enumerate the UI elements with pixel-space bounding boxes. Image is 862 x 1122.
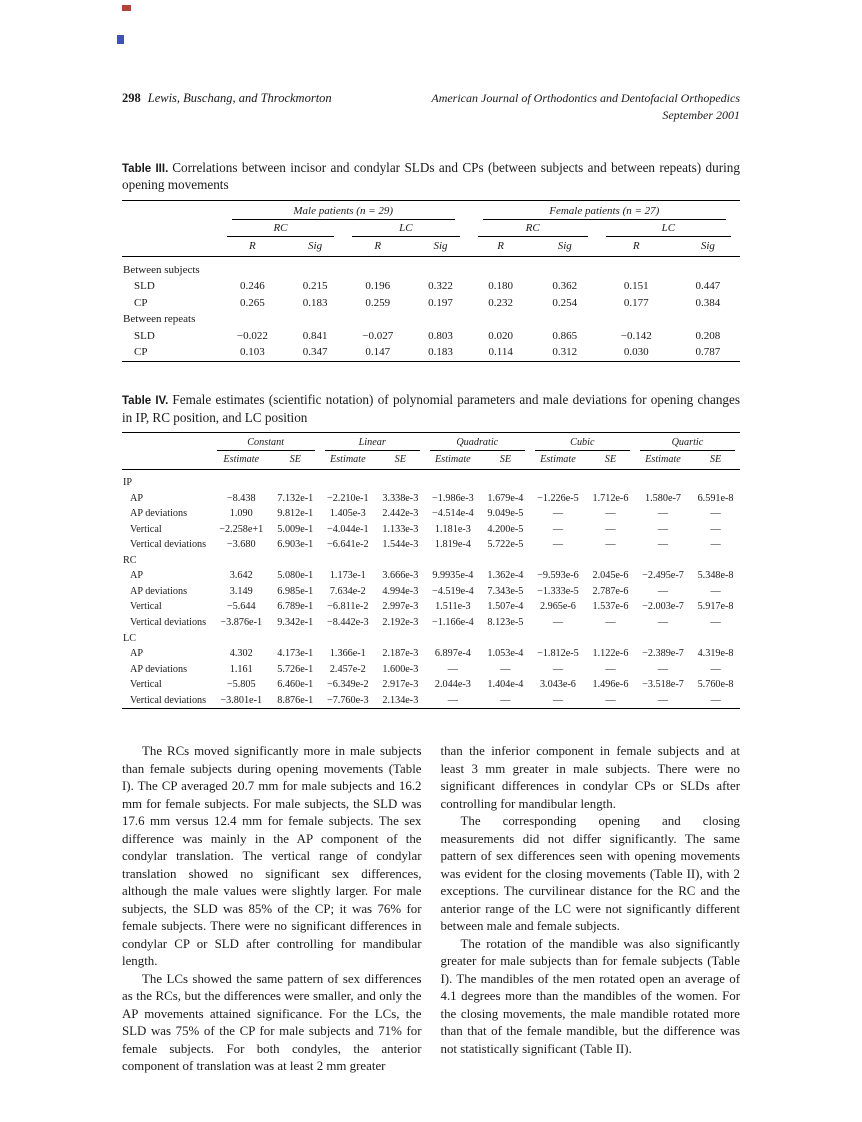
right-column [441,743,741,1076]
column-header: Female patients (n = 27) [469,200,740,220]
value-cell: 5.760e-8 [697,679,734,691]
column-header: Estimate [530,451,586,470]
value-cell: −0.027 [362,329,394,342]
value-cell: −6.349e-2 [326,679,369,691]
value-cell: 0.208 [695,329,721,342]
paragraph: The LCs showed the same pattern of sex differences as the RCs, but the differences were smaller, and only the AP movements attained significance. For the LCs, the SLD was 75% of the CP for male subjects and 71% for female subjects. For both condyles, the anterior component of translation was at least 2 mm greater [122,971,422,1074]
column-header: Linear [320,433,425,452]
value-cell: 5.722e-5 [487,539,524,551]
value-cell: 0.183 [302,296,328,309]
value-cell: −8.438 [226,492,256,504]
value-cell: 6.591e-8 [697,492,734,504]
value-cell: — [657,539,669,551]
value-cell: — [552,523,564,535]
column-header: R [218,237,287,257]
table-row [122,568,740,584]
column-header: Quartic [635,433,740,452]
value-cell: −3.518e-7 [642,679,684,691]
scan-artifact-red [122,5,131,11]
value-cell: 5.917e-8 [697,601,734,613]
column-header: LC [343,220,468,237]
value-cell: — [657,585,669,597]
running-head-right [431,90,740,124]
column-header: Sig [533,237,597,257]
column-header: Constant [212,433,320,452]
value-cell: 0.384 [695,296,721,309]
running-head [122,90,740,124]
value-cell: 1.496e-6 [592,679,629,691]
row-label: CP [134,296,148,309]
value-cell: 1.580e-7 [645,492,681,504]
value-cell: 0.151 [623,280,649,293]
value-cell: 3.338e-3 [382,492,419,504]
value-cell: 1.544e-3 [382,539,419,551]
value-cell: 2.192e-3 [382,616,419,628]
value-cell: 1.712e-6 [592,492,629,504]
value-cell: — [605,616,616,628]
section-label: LC [123,632,137,644]
table-row [122,522,740,538]
value-cell: −1.166e-4 [432,616,474,628]
value-cell: — [605,523,616,535]
value-cell: −1.986e-3 [432,492,474,504]
value-cell: −6.811e-2 [327,601,369,613]
value-cell: −6.641e-2 [326,539,369,551]
value-cell: 0.183 [428,346,453,359]
value-cell: 2.457e-2 [329,663,366,675]
column-header: SE [691,451,740,470]
table-row [122,295,740,312]
row-label: AP [130,492,144,504]
value-cell: −1.812e-5 [537,648,579,660]
column-header: R [597,237,676,257]
value-cell: 9.9935e-4 [432,570,474,582]
value-cell: 2.787e-6 [592,585,629,597]
value-cell: 7.132e-1 [277,492,314,504]
value-cell: 2.997e-3 [382,601,419,613]
table3-label: Table III. [122,162,169,175]
value-cell: 2.917e-3 [382,679,419,691]
table4-table [122,432,740,709]
journal-name: American Journal of Orthodontics and Dentofacial Orthopedics [431,91,740,105]
value-cell: −5.805 [226,679,256,691]
value-cell: 1.133e-3 [382,523,419,535]
table-row [122,344,740,361]
value-cell: −9.593e-6 [537,570,579,582]
value-cell: 1.090 [229,508,253,520]
value-cell: 4.200e-5 [487,523,524,535]
value-cell: 0.180 [488,280,514,293]
value-cell: — [657,523,669,535]
table-row [122,646,740,662]
value-cell: 6.460e-1 [277,679,314,691]
column-header: Estimate [320,451,376,470]
value-cell: — [447,663,458,675]
value-cell: — [552,616,564,628]
value-cell: 1.161 [229,663,253,675]
value-cell: 0.312 [552,346,578,359]
value-cell: 0.147 [365,346,391,359]
value-cell: 1.507e-4 [487,601,524,613]
paragraph: The rotation of the mandible was also significantly greater for male subjects than for female subjects (Table I). The mandibles of the men rotated open an average of 4.1 degrees more than the mandibles of the women. For the closing movements, the male mandible rotated more than that of the female mandible, but the difference was not statistically significant (Table II). [440,936,740,1056]
column-header: Male patients (n = 29) [218,200,469,220]
value-cell: 0.215 [302,280,328,293]
left-column [122,743,422,1076]
table3-table [122,200,740,362]
value-cell: 0.865 [552,329,578,342]
value-cell: −5.644 [226,601,256,613]
value-cell: — [552,508,564,520]
paragraph: The corresponding opening and closing measurements did not differ significantly. The same pattern of sex differences seen with opening movements was evident for the closing movements (Table II), with 2 exceptions. The curvilinear distance for the RC and the anterior range of the LC were not significantly different between male and female subjects. [440,814,740,934]
value-cell: — [552,694,564,706]
row-label: Vertical [130,679,162,691]
value-cell: 9.812e-1 [277,508,314,520]
value-cell: −0.142 [620,329,652,342]
value-cell: 2.045e-6 [592,570,629,582]
row-label: Vertical deviations [130,539,207,551]
value-cell: −3.680 [226,539,256,551]
value-cell: — [657,616,669,628]
column-header: R [469,237,533,257]
value-cell: — [710,508,721,520]
value-cell: 0.177 [623,296,649,309]
value-cell: 0.246 [240,280,265,293]
value-cell: 1.404e-4 [487,679,524,691]
value-cell: −4.519e-4 [432,585,474,597]
value-cell: 0.322 [428,280,453,293]
table-row [122,599,740,615]
value-cell: — [710,585,721,597]
value-cell: 6.789e-1 [277,601,314,613]
value-cell: — [657,694,669,706]
table4-caption-text: Female estimates (scientific notation) of polynomial parameters and male deviations for opening changes in IP, RC position, and LC position [122,392,740,425]
value-cell: 0.232 [488,296,514,309]
value-cell: 2.187e-3 [382,648,419,660]
value-cell: 4.173e-1 [277,648,314,660]
value-cell: 2.044e-3 [434,679,471,691]
page-number: 298 [122,91,141,105]
value-cell: — [657,508,669,520]
value-cell: 1.405e-3 [329,508,366,520]
value-cell: 5.080e-1 [277,570,314,582]
value-cell: 9.049e-5 [487,508,524,520]
table-row [122,537,740,553]
value-cell: 0.196 [365,280,391,293]
value-cell: 1.181e-3 [434,523,471,535]
value-cell: 4.994e-3 [382,585,419,597]
stub-header [122,200,218,220]
value-cell: 1.053e-4 [487,648,524,660]
value-cell: 0.787 [695,346,721,359]
column-header: SE [271,451,320,470]
value-cell: 0.803 [428,329,453,342]
value-cell: 2.965e-6 [539,601,576,613]
value-cell: 8.123e-5 [487,616,524,628]
table4-label: Table IV. [122,395,169,408]
table4-container [122,432,740,709]
paragraph: The RCs moved significantly more in male subjects than female subjects during opening movements (Table I). The CP averaged 20.7 mm for male subjects and 16.2 mm for female subjects. For male subjects, the SLD was 17.6 mm versus 12.4 mm for female subjects. The sex difference was mainly in the AP component of the condylar translation. The vertical range of condylar translation showed no significant sex differences, although the male values were slightly larger. For male subjects, the SLD was 85% of the CP; it was 76% for female subjects. There were no significant differences in condylar CP or SLD after controlling for mandibular length. [122,744,422,969]
section-row [122,256,740,278]
article-body [122,743,740,1076]
row-label: SLD [134,280,155,293]
row-label: CP [134,346,148,359]
column-header: Sig [287,237,343,257]
section-label: Between subjects [123,263,200,276]
value-cell: −2.495e-7 [642,570,684,582]
value-cell: 0.197 [428,296,453,309]
column-header: SE [481,451,530,470]
table-row [122,328,740,345]
column-header: SE [586,451,635,470]
column-header: Cubic [530,433,635,452]
value-cell: 0.265 [240,296,265,309]
value-cell: −4.514e-4 [432,508,474,520]
section-row [122,470,740,491]
value-cell: 0.447 [695,280,721,293]
value-cell: −2.003e-7 [642,601,684,613]
value-cell: — [500,694,511,706]
value-cell: −2.389e-7 [642,648,684,660]
section-row [122,553,740,569]
value-cell: 1.537e-6 [592,601,629,613]
value-cell: 2.134e-3 [382,694,419,706]
column-header: R [343,237,412,257]
value-cell: 8.876e-1 [277,694,314,706]
value-cell: — [605,508,616,520]
stub-header [122,237,218,257]
value-cell: 1.600e-3 [382,663,419,675]
table4-caption [122,392,740,426]
table-row [122,693,740,709]
value-cell: 6.897e-4 [434,648,471,660]
value-cell: 0.362 [552,280,578,293]
column-header: SE [376,451,425,470]
value-cell: 1.173e-1 [329,570,366,582]
value-cell: −7.760e-3 [326,694,369,706]
column-header: Estimate [212,451,271,470]
row-label: Vertical deviations [130,694,207,706]
value-cell: — [500,663,511,675]
value-cell: 5.009e-1 [277,523,314,535]
value-cell: 0.030 [623,346,649,359]
scan-artifact-blue [117,35,124,44]
running-head-left [122,90,332,106]
section-label: Between repeats [123,313,196,326]
value-cell: — [710,523,721,535]
section-label: IP [123,477,133,489]
value-cell: 0.841 [302,329,328,342]
column-header: RC [218,220,343,237]
value-cell: 4.302 [229,648,253,660]
value-cell: 3.666e-3 [382,570,419,582]
stub-header [122,220,218,237]
row-label: SLD [134,329,155,342]
value-cell: — [710,616,721,628]
value-cell: 3.149 [229,585,253,597]
value-cell: 4.319e-8 [697,648,734,660]
row-label: AP deviations [130,508,188,520]
table-row [122,662,740,678]
table-row [122,615,740,631]
table-row [122,584,740,600]
row-label: Vertical [130,523,162,535]
value-cell: 5.726e-1 [277,663,314,675]
table-row [122,506,740,522]
value-cell: 0.114 [488,346,513,359]
value-cell: — [710,539,721,551]
section-row [122,631,740,647]
issue-date: September 2001 [662,107,740,122]
value-cell: −3.876e-1 [220,616,263,628]
section-label: RC [123,554,137,566]
column-header: Quadratic [425,433,530,452]
table3-caption-text: Correlations between incisor and condylar SLDs and CPs (between subjects and between repeats) during opening movements [122,159,740,193]
table-row [122,278,740,295]
table-row [122,677,740,693]
value-cell: — [552,663,564,675]
value-cell: 1.122e-6 [592,648,629,660]
column-header: Estimate [425,451,481,470]
row-label: AP deviations [130,663,188,675]
value-cell: — [605,539,616,551]
value-cell: 0.103 [240,346,265,359]
value-cell: 3.642 [229,570,253,582]
value-cell: 0.020 [488,329,514,342]
column-header: Sig [412,237,468,257]
value-cell: 1.819e-4 [434,539,471,551]
column-header: LC [597,220,740,237]
value-cell: 6.985e-1 [277,585,314,597]
value-cell: — [710,694,721,706]
row-label: Vertical deviations [130,616,207,628]
stub-header [122,451,212,470]
value-cell: −1.333e-5 [537,585,579,597]
value-cell: 1.511e-3 [435,601,471,613]
value-cell: 9.342e-1 [277,616,314,628]
table-row [122,491,740,507]
value-cell: −2.210e-1 [326,492,369,504]
value-cell: — [710,663,721,675]
value-cell: 1.362e-4 [487,570,524,582]
table3-container [122,200,740,362]
row-label: AP deviations [130,585,188,597]
value-cell: −1.226e-5 [537,492,579,504]
value-cell: — [552,539,564,551]
value-cell: 6.903e-1 [277,539,314,551]
value-cell: 1.679e-4 [487,492,524,504]
column-header: RC [469,220,597,237]
row-label: AP [130,570,144,582]
column-header: Sig [676,237,740,257]
value-cell: — [447,694,458,706]
row-label: Vertical [130,601,162,613]
value-cell: −2.258e+1 [219,523,264,535]
value-cell: 5.348e-8 [697,570,734,582]
value-cell: −3.801e-1 [220,694,263,706]
paragraph: than the inferior component in female subjects and at least 3 mm greater in male subjects. There were no significant differences in condylar CPs or SLDs after controlling for mandibular length. [440,744,740,811]
row-label: AP [130,648,144,660]
section-row [122,311,740,328]
value-cell: 2.442e-3 [382,508,419,520]
value-cell: — [657,663,669,675]
value-cell: 1.366e-1 [329,648,366,660]
value-cell: 3.043e-6 [539,679,576,691]
running-authors: Lewis, Buschang, and Throckmorton [147,91,332,105]
column-header: Estimate [635,451,691,470]
value-cell: — [605,663,616,675]
stub-header [122,433,212,452]
table3-caption [122,160,740,194]
value-cell: −0.022 [236,329,268,342]
value-cell: −8.442e-3 [326,616,369,628]
value-cell: −4.044e-1 [326,523,369,535]
value-cell: 0.254 [552,296,578,309]
value-cell: 7.343e-5 [487,585,524,597]
value-cell: 0.347 [302,346,328,359]
value-cell: 7.634e-2 [329,585,366,597]
value-cell: 0.259 [365,296,391,309]
value-cell: — [605,694,616,706]
